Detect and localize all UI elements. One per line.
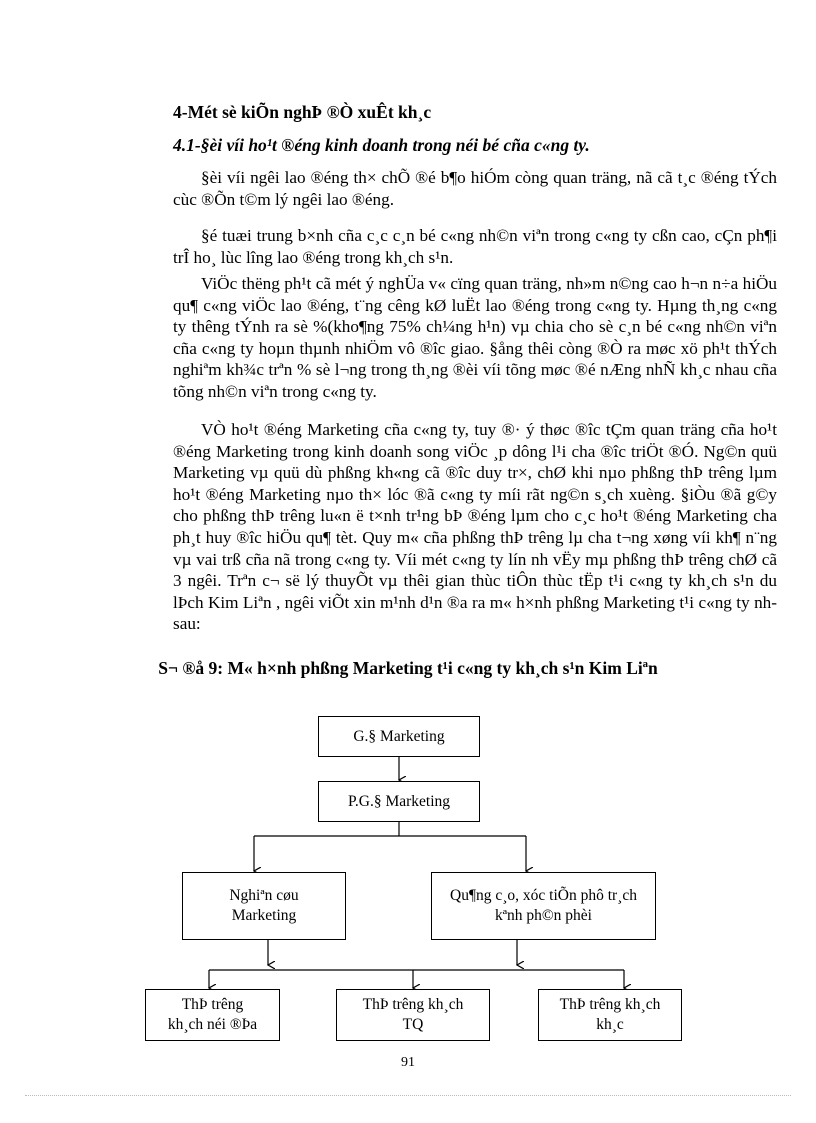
node-market-tq bbox=[336, 989, 490, 1041]
paragraph-2: §é tuæi trung b×nh cña c¸c c¸n bé c«ng nh©n viªn trong c«ng ty cßn cao, cÇn ph¶i trÎ ho¸ lùc lîng lao ®éng trong kh¸ch s¹n. bbox=[173, 226, 777, 267]
section-heading: 4-Mét sè kiÕn nghÞ ®Ò xuÊt kh¸c bbox=[173, 102, 432, 122]
node-pgd-label: P.G.§ Marketing bbox=[347, 792, 451, 810]
node-gd-label: G.§ Marketing bbox=[353, 727, 445, 745]
page-number: 91 bbox=[401, 1055, 415, 1070]
node-research bbox=[182, 872, 346, 940]
node-research-label: Nghiªn cøu Marketing bbox=[229, 887, 299, 924]
paragraph-4: VÒ ho¹t ®éng Marketing cña c«ng ty, tuy ®· ý thøc ®îc tÇm quan träng cña ho¹t ®éng Marketing trong kinh doanh song viÖc ¸p dông l¹i cha ®îc triÖt ®Ó. Ng©n quü Marketing vµ quü dù phßng kh«ng cã ®îc duy tr×, chØ khi nµo phßng thÞ trêng lµm ho¹t ®éng Marketing nµo th× lóc ®ã c«ng ty míi rãt ng©n s¸ch xuèng. §iÒu ®ã g©y cho phßng thÞ trêng lu«n ë t×nh tr¹ng bÞ ®éng lµm cho c¸c ho¹t ®éng Marketing cha ph¸t huy ®îc hiÖu qu¶ tèt. Quy m« cña phßng thÞ trêng lµ cha t¬ng xøng víi kh¶ n¨ng vµ vai trß cña nã trong c«ng ty. Víi mét c«ng ty lín nh vËy mµ phßng thÞ trêng chØ cã 3 ngêi. Trªn c¬ së lý thuyÕt vµ thêi gian thùc tiÔn thùc tËp t¹i c«ng ty kh¸ch s¹n du lÞch Kim Liªn , ngêi viÕt xin m¹nh d¹n ®a ra m« h×nh phßng Marketing t¹i c«ng ty nh sau: bbox=[173, 420, 777, 634]
subsection-heading: 4.1-§èi víi ho¹t ®éng kinh doanh trong néi bé cña c«ng ty. bbox=[173, 135, 590, 155]
node-market-domestic bbox=[145, 989, 280, 1041]
node-domestic-label: ThÞ trêng kh¸ch néi ®Þa bbox=[167, 996, 258, 1033]
node-ads bbox=[431, 872, 656, 940]
node-tq-label: ThÞ trêng kh¸ch TQ bbox=[362, 996, 464, 1033]
node-market-other bbox=[538, 989, 682, 1041]
node-other-label: ThÞ trêng kh¸ch kh¸c bbox=[559, 996, 661, 1033]
node-pgd-marketing bbox=[318, 781, 480, 822]
paragraph-3: ViÖc thëng ph¹t cã mét ý nghÜa v« cïng quan träng, nh»m n©ng cao h¬n n÷a hiÖu qu¶ c«ng viÖc lao ®éng, t¨ng cêng kØ luËt lao ®éng trong c«ng ty. Hµng th¸ng c«ng ty thêng tÝnh ra sè %(kho¶ng 75% ch¼ng h¹n) vµ chia cho sè c¸n bé c«ng nh©n viªn cña c«ng ty hoµn thµnh nhiÖm vô ®îc giao. §ång thêi còng ®Ò ra møc xö ph¹t thÝch nghiªm kh¾c trªn % sè l¬ng trong th¸ng ®èi víi tõng møc ®é nÆng nhÑ kh¸c nhau cña tõng nh©n viªn trong c«ng ty. bbox=[173, 274, 777, 401]
page-footer-divider bbox=[25, 1095, 791, 1096]
node-gd-marketing bbox=[318, 716, 480, 757]
node-ads-label: Qu¶ng c¸o, xóc tiÕn phô tr¸ch kªnh ph©n phèi bbox=[450, 887, 637, 924]
paragraph-1: §èi víi ngêi lao ®éng th× chÕ ®é b¶o hiÓm còng quan träng, nã cã t¸c ®éng tÝch cùc ®Õn t©m lý ngêi lao ®éng. bbox=[173, 168, 777, 209]
diagram-caption: S¬ ®å 9: M« h×nh phßng Marketing t¹i c«ng ty kh¸ch s¹n Kim Liªn bbox=[158, 658, 658, 678]
